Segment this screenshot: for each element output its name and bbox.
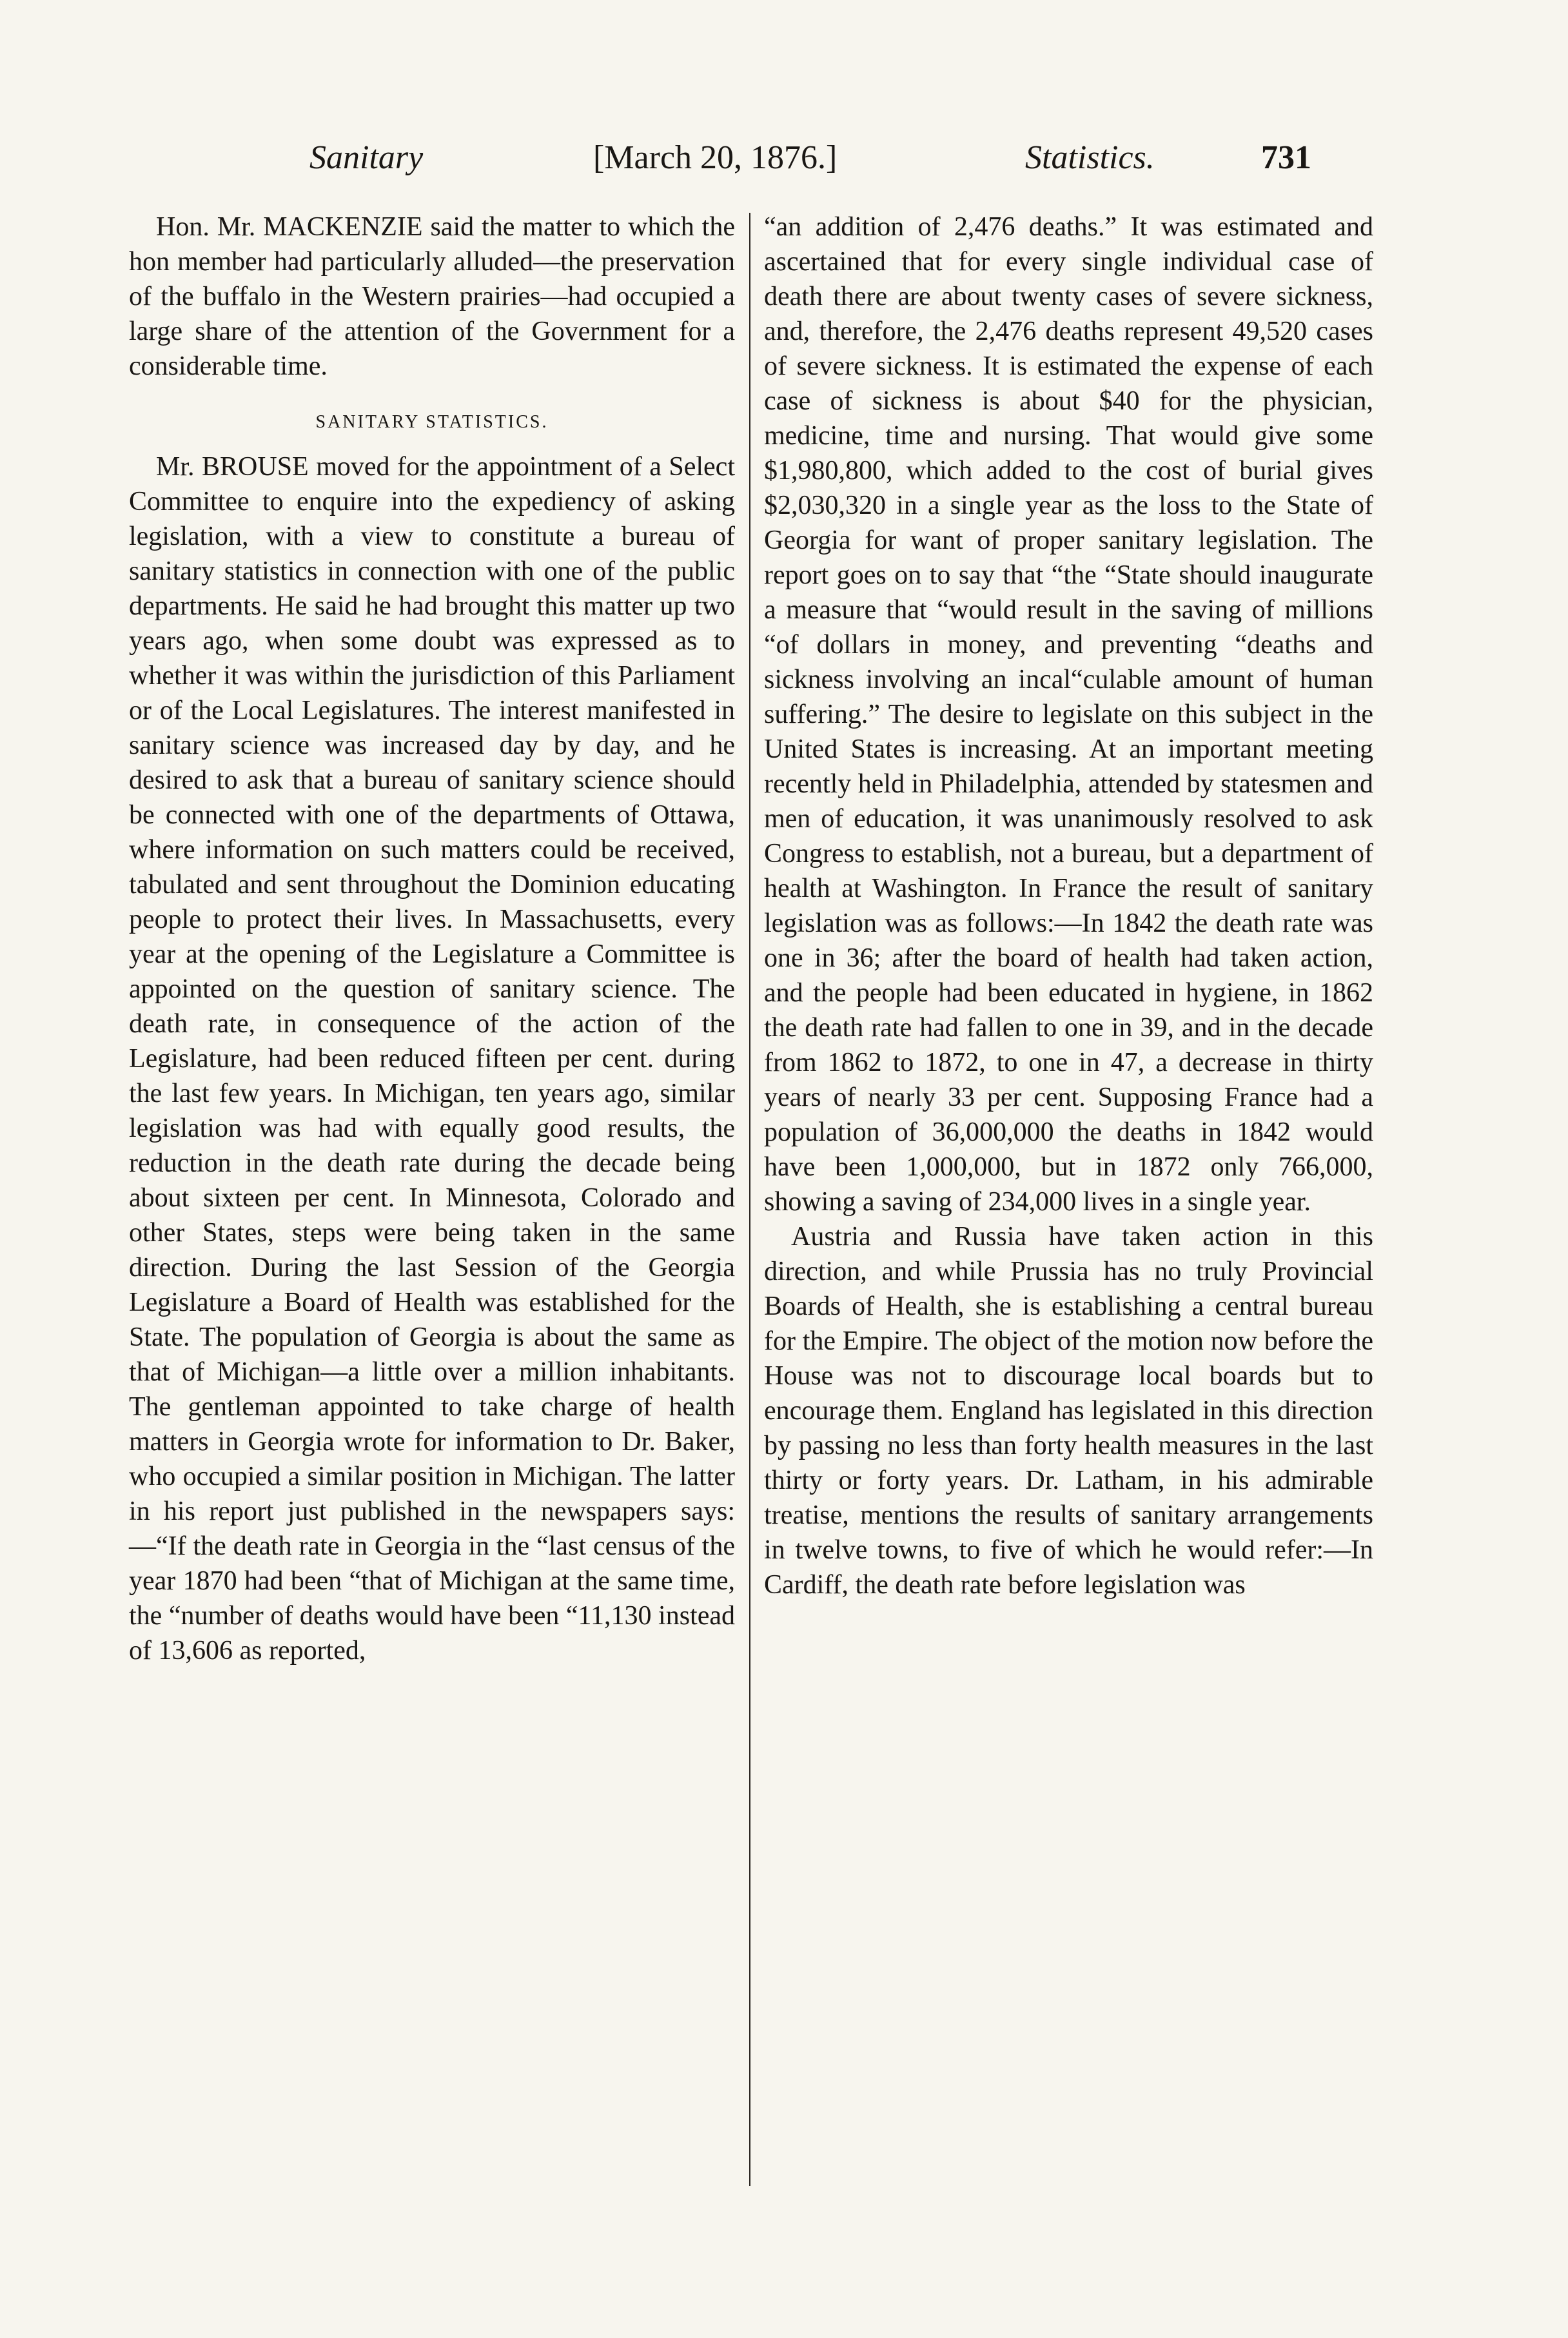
paragraph-austria-russia: Austria and Russia have taken action in this direction, and while Prussia has no truly Provincial Boards of Health, she is establishing a central bureau for the Empire. The object of the motion now before the House was not to discourage local boards but to encourage them. England has legislated in this direction by passing no less than forty health measures in the last thirty or forty years. Dr. Latham, in his admirable treatise, mentions the results of sanitary arrangements in twelve towns, to five of which he would refer:—In Cardiff, the death rate before legislation was [764, 1222, 1373, 1600]
running-head-date: [March 20, 1876.] [593, 139, 838, 176]
page-number: 731 [1261, 139, 1311, 176]
paragraph-brouse: Mr. BROUSE moved for the appointment of a Select Committee to enquire into the expediency of asking legislation, with a view to constitute a bureau of sanitary statistics in connection with one of the public departments. He said he had brought this matter up two years ago, when some doubt was expressed as to whether it was within the jurisdiction of this Parliament or of the Local Legislatures. The interest manifested in sanitary science was increased day by day, and he desired to ask that a bureau of sanitary science should be connected with one of the departments of Ottawa, where information on such matters could be received, tabulated and sent throughout the Dominion educating people to protect their lives. In Massachusetts, every year at the opening of the Legislature a Committee is appointed on the question of sanitary science. The death rate, in consequence of the action of the Legislature, had been reduced fifteen per cent. during the last few years. In Michigan, ten years ago, similar legislation was had with equally good results, the reduction in the death rate during the decade being about sixteen per cent. In Minnesota, Colorado and other States, steps were being taken in the same direction. During the last Session of the Georgia Legislature a Board of Health was established for the State. The population of Georgia is about the same as that of Michigan—a little over a million inhabitants. The gentleman appointed to take charge of health matters in Georgia wrote for information to Dr. Baker, who occupied a similar position in Michigan. The latter in his report just published in the newspapers says:—“If the death rate in Georgia in the “last census of the year 1870 had been “that of Michigan at the same time, the “number of deaths would have been “11,130 instead of 13,606 as reported, [129, 452, 735, 1665]
paragraph-mackenzie: Hon. Mr. MACKENZIE said the matter to which the hon member had particularly alluded—the preservation of the buffalo in the Western prairies—had occupied a large share of the attention of the Government for a considerable time. [129, 212, 735, 381]
section-heading: SANITARY STATISTICS. [315, 412, 549, 432]
running-head-right: Statistics. [1025, 139, 1155, 176]
left-column [129, 210, 735, 1668]
running-head-left: Sanitary [309, 139, 424, 176]
page-header [309, 139, 1341, 184]
right-column [764, 210, 1373, 1602]
paragraph-georgia-report: “an addition of 2,476 deaths.” It was estimated and ascertained that for every single individual case of death there are about twenty cases of severe sickness, and, therefore, the 2,476 deaths represent 49,520 cases of severe sickness. It is estimated the expense of each case of sickness is about $40 for the physician, medicine, time and nursing. That would give some $1,980,800, which added to the cost of burial gives $2,030,320 in a single year as the loss to the State of Georgia for want of proper sanitary legislation. The report goes on to say that “the “State should inaugurate a measure that “would result in the saving of millions “of dollars in money, and preventing “deaths and sickness involving an incal“culable amount of human suffering.” The desire to legislate on this subject in the United States is increasing. At an important meeting recently held in Philadelphia, attended by statesmen and men of education, it was unanimously resolved to ask Congress to establish, not a bureau, but a department of health at Washington. In France the result of sanitary legislation was as follows:—In 1842 the death rate was one in 36; after the board of health had taken action, and the people had been educated in hygiene, in 1862 the death rate had fallen to one in 39, and in the decade from 1862 to 1872, to one in 47, a decrease in thirty years of nearly 33 per cent. Supposing France had a population of 36,000,000 the deaths in 1842 would have been 1,000,000, but in 1872 only 766,000, showing a saving of 234,000 lives in a single year. [764, 212, 1373, 1217]
column-divider [749, 213, 750, 2186]
